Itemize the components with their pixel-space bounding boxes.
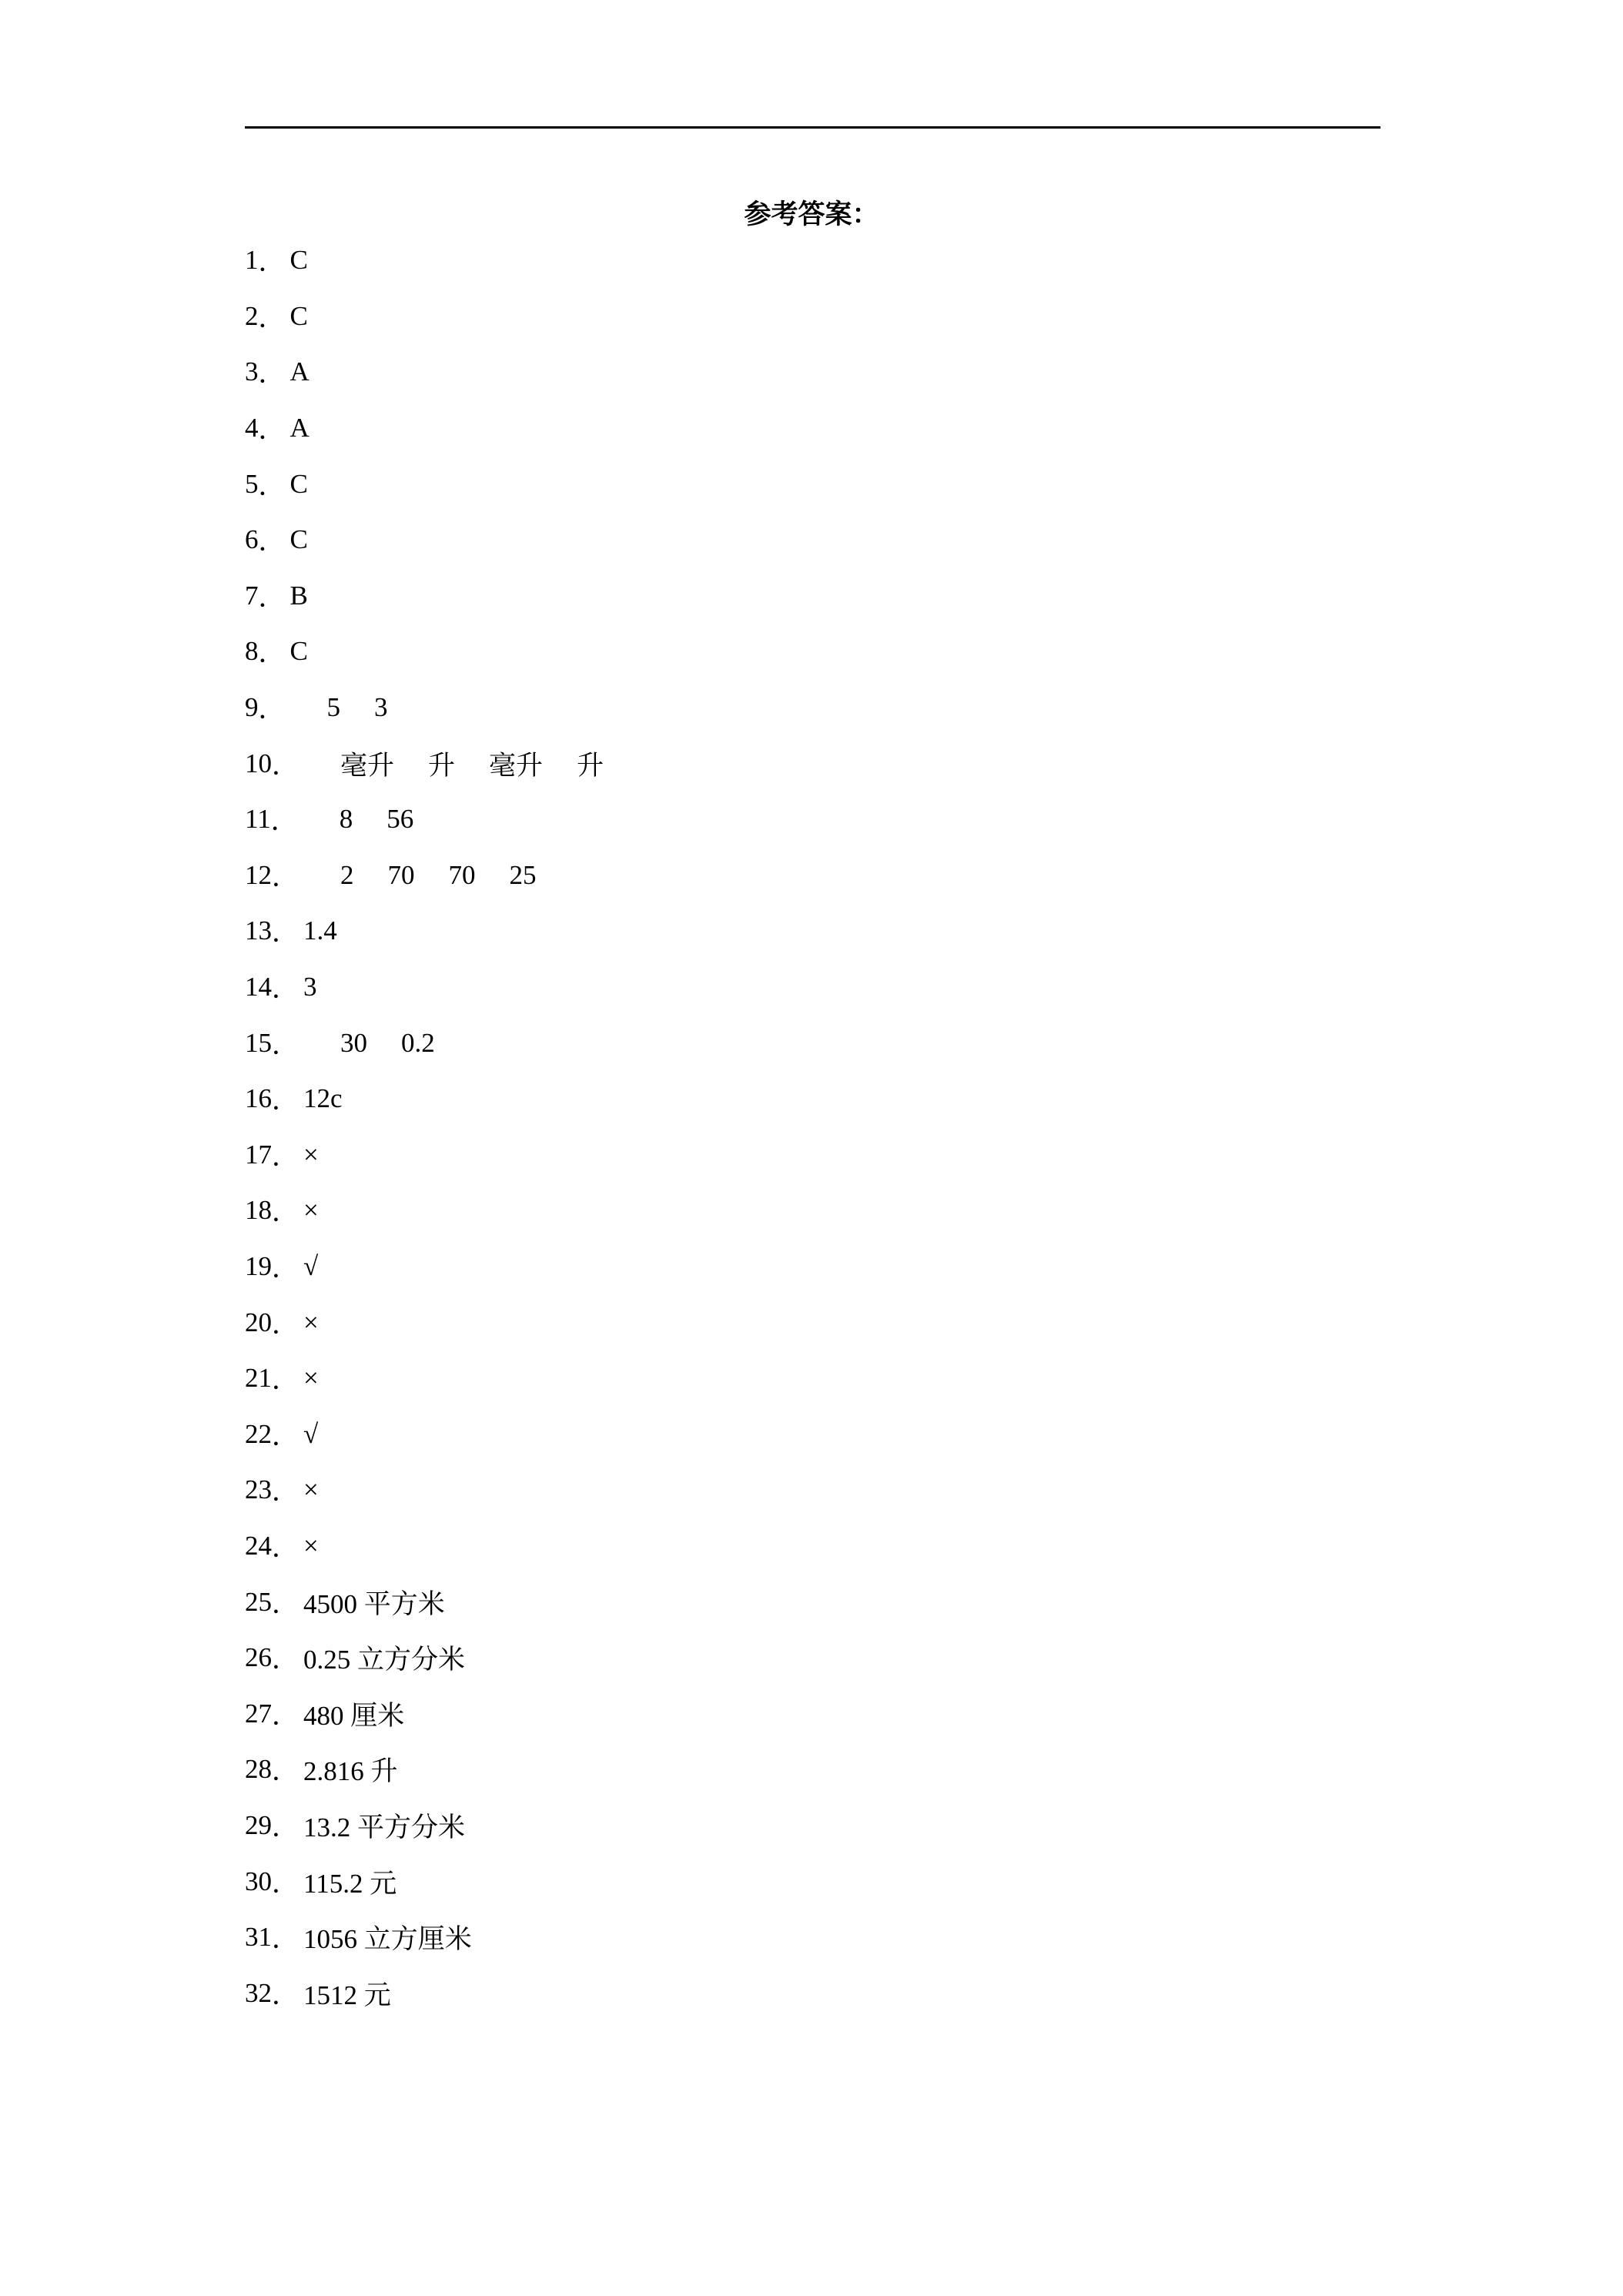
answer-separator: ．: [272, 974, 300, 1005]
answer-blank-value: 30: [340, 1027, 368, 1058]
answer-item: [245, 1798, 604, 1854]
answer-item: [245, 680, 604, 736]
answer-item: [245, 1685, 604, 1742]
answer-separator: ．: [272, 750, 300, 781]
answer-number: 12: [245, 859, 272, 890]
answer-item: [245, 568, 604, 624]
answer-value: ×: [303, 1530, 319, 1561]
answer-blank-value: 3: [374, 692, 388, 723]
answer-item: [245, 1350, 604, 1407]
answer-item: [245, 959, 604, 1016]
answer-value: 1512 元: [303, 1980, 391, 2010]
answer-item: [245, 1462, 604, 1518]
answer-separator: ．: [272, 1309, 300, 1340]
answer-item: [245, 400, 604, 457]
answer-value: ×: [303, 1195, 319, 1226]
answer-value: 115.2 元: [303, 1868, 397, 1899]
answer-value: 1056 立方厘米: [303, 1924, 472, 1955]
answer-number: 8: [245, 636, 259, 667]
answer-value: ×: [303, 1474, 319, 1505]
answer-number: 22: [245, 1418, 272, 1449]
answer-number: 32: [245, 1977, 272, 2008]
answer-number: 23: [245, 1474, 272, 1505]
answer-separator: ．: [272, 1756, 300, 1787]
answer-item: [245, 1183, 604, 1239]
answer-separator: ．: [272, 1924, 300, 1955]
answer-item: [245, 1071, 604, 1127]
answer-number: 1: [245, 245, 259, 276]
answer-number: 15: [245, 1027, 272, 1058]
answer-value: 480 厘米: [303, 1700, 405, 1731]
answer-number: 21: [245, 1363, 272, 1394]
answer-number: 30: [245, 1866, 272, 1896]
answer-separator: ．: [272, 1868, 300, 1899]
answer-number: 7: [245, 580, 259, 611]
answer-number: 18: [245, 1195, 272, 1226]
answer-item: [245, 792, 604, 848]
answer-separator: ．: [272, 1700, 300, 1731]
answer-blank-value: 毫升: [489, 750, 544, 781]
answer-number: 13: [245, 915, 272, 946]
answer-item: [245, 1239, 604, 1295]
answer-item: [245, 1406, 604, 1462]
answer-item: [245, 624, 604, 680]
answer-separator: ．: [272, 1421, 300, 1451]
answer-item: [245, 1630, 604, 1686]
answer-separator: ．: [272, 1532, 300, 1563]
answer-value: 2.816 升: [303, 1756, 398, 1787]
answer-item: [245, 289, 604, 345]
answer-item: [245, 1965, 604, 2021]
answer-number: 26: [245, 1642, 272, 1673]
answer-blank-value: 2: [340, 859, 354, 890]
answer-separator: ．: [272, 1141, 300, 1172]
answer-value: ×: [303, 1363, 319, 1394]
answer-value: ×: [303, 1139, 319, 1170]
answer-blank-value: 25: [509, 859, 537, 890]
answer-value: 0.25 立方分米: [303, 1645, 466, 1675]
answer-item: [245, 233, 604, 289]
answer-number: 10: [245, 748, 272, 778]
answer-item: [245, 1909, 604, 1966]
answer-separator: ．: [272, 1253, 300, 1284]
answer-separator: ．: [258, 582, 286, 613]
answer-blank-value: 0.2: [401, 1027, 435, 1058]
answer-number: 4: [245, 413, 259, 443]
answer-value: C: [289, 245, 308, 276]
answer-value: 4500 平方米: [303, 1588, 445, 1619]
answer-value: B: [289, 580, 308, 611]
answer-number: 2: [245, 300, 259, 331]
answer-value: C: [289, 524, 308, 555]
page-title: 参考答案：: [744, 199, 879, 229]
answer-value: √: [303, 1418, 319, 1449]
answer-item: [245, 848, 604, 904]
answer-blank-value: 升: [428, 750, 456, 781]
answer-blank-value: 8: [339, 804, 353, 835]
answer-separator: ．: [272, 1980, 300, 2010]
answer-number: 20: [245, 1307, 272, 1337]
answer-blank-value: 56: [387, 804, 414, 835]
answer-separator: ．: [258, 247, 286, 278]
answer-item: [245, 456, 604, 512]
answer-separator: ．: [272, 862, 300, 892]
answer-separator: ．: [272, 1645, 300, 1675]
answer-value: C: [289, 300, 308, 331]
answer-number: 25: [245, 1586, 272, 1617]
header-rule: [245, 126, 1380, 129]
answer-list: [245, 233, 604, 2021]
answer-number: 3: [245, 356, 259, 387]
answer-value: C: [289, 468, 308, 499]
answer-number: 6: [245, 524, 259, 555]
answer-number: 29: [245, 1809, 272, 1840]
answer-value: 1.4: [303, 915, 337, 946]
answer-number: 19: [245, 1250, 272, 1281]
answer-item: [245, 1294, 604, 1350]
answer-number: 28: [245, 1754, 272, 1785]
answer-number: 11: [245, 804, 271, 835]
answer-separator: ．: [272, 1812, 300, 1842]
answer-value: ×: [303, 1307, 319, 1337]
answer-item: [245, 1853, 604, 1909]
answer-blank-value: 毫升: [340, 750, 395, 781]
answer-number: 9: [245, 692, 259, 723]
answer-separator: ．: [272, 1086, 300, 1116]
answer-separator: ．: [272, 1029, 300, 1060]
answer-separator: ．: [270, 806, 298, 837]
answer-blank-value: 5: [326, 692, 341, 723]
answer-item: [245, 1015, 604, 1071]
answer-separator: ．: [272, 1477, 300, 1508]
answer-number: 14: [245, 972, 272, 1002]
answer-number: 31: [245, 1922, 272, 1953]
answer-number: 5: [245, 468, 259, 499]
answer-separator: ．: [272, 1197, 300, 1228]
answer-value: 3: [303, 972, 317, 1002]
answer-blank-value: 升: [577, 750, 604, 781]
answer-separator: ．: [258, 527, 286, 557]
answer-blank-value: 70: [448, 859, 476, 890]
answer-separator: ．: [258, 638, 286, 669]
answer-value: 13.2 平方分米: [303, 1812, 466, 1842]
answer-separator: ．: [258, 415, 286, 446]
answer-separator: ．: [272, 1588, 300, 1619]
answer-item: [245, 1742, 604, 1798]
answer-separator: ．: [258, 470, 286, 501]
answer-separator: ．: [272, 918, 300, 949]
answer-number: 24: [245, 1530, 272, 1561]
answer-item: [245, 512, 604, 568]
answer-item: [245, 1518, 604, 1575]
answer-item: [245, 903, 604, 959]
answer-item: [245, 735, 604, 792]
answer-item: [245, 1574, 604, 1630]
answer-item: [245, 1127, 604, 1183]
answer-separator: ．: [258, 359, 286, 390]
answer-number: 17: [245, 1139, 272, 1170]
answer-number: 16: [245, 1083, 272, 1114]
answer-value: A: [289, 413, 310, 443]
answer-value: C: [289, 636, 308, 667]
answer-separator: ．: [258, 303, 286, 333]
answer-value: A: [289, 356, 310, 387]
answer-blank-value: 70: [387, 859, 415, 890]
answer-value: √: [303, 1250, 319, 1281]
answer-separator: ．: [272, 1365, 300, 1396]
answer-value: 12c: [303, 1083, 343, 1114]
answer-number: 27: [245, 1698, 272, 1729]
answer-item: [245, 344, 604, 400]
answer-separator: ．: [258, 694, 286, 725]
